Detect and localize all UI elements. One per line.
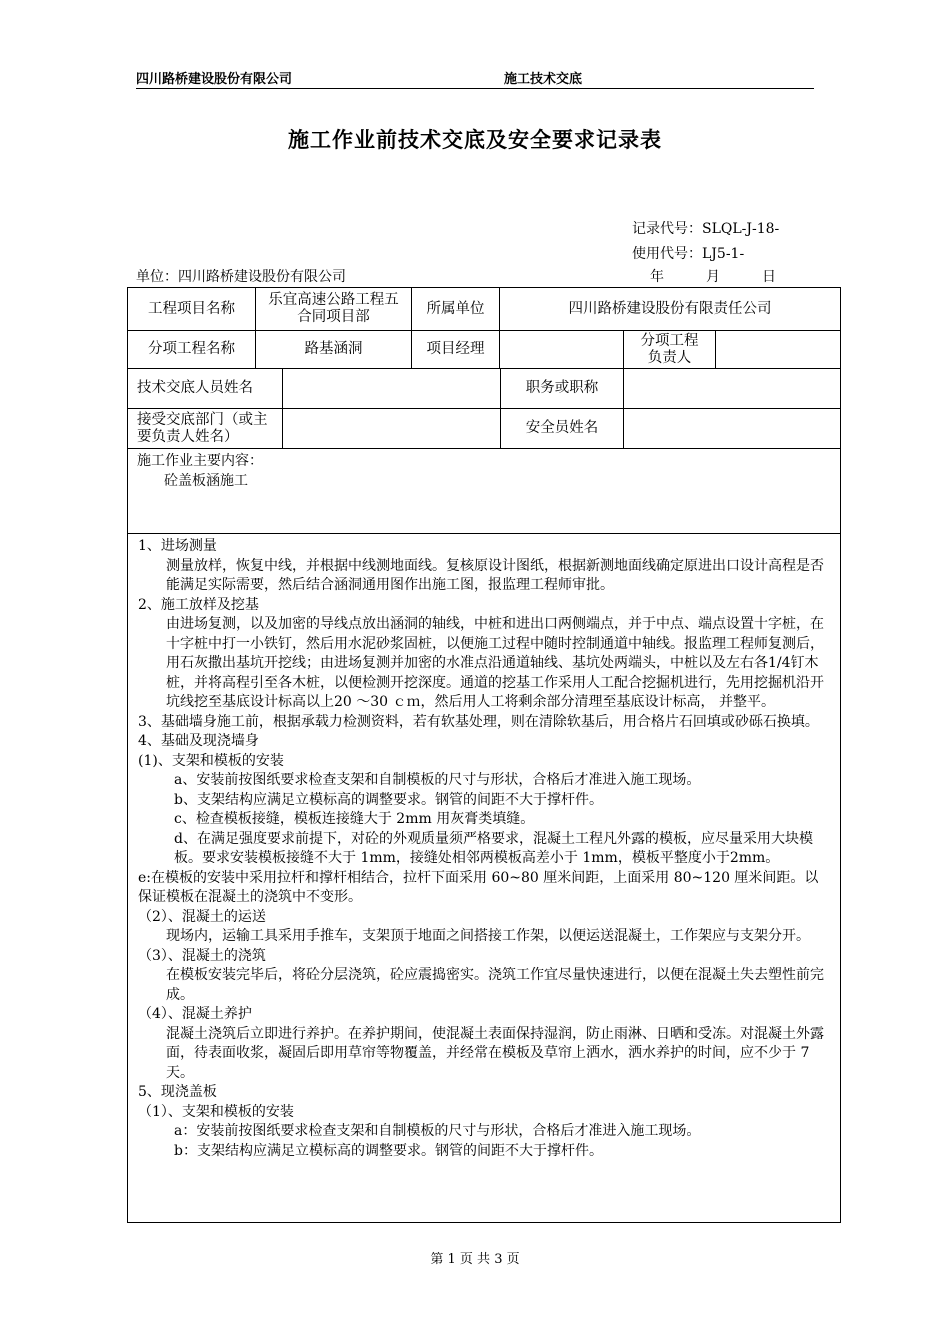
sub-project-value: 路基涵洞 [256, 331, 412, 368]
subsection-heading: （4）、混凝土养护 [138, 1006, 252, 1022]
use-code: 使用代号：LJ5-1- [632, 246, 745, 262]
list-item: e:在模板的安装中采用拉杆和撑杆相结合，拉杆下面采用 60~80 厘米间距，上面采用 80~120 厘米间距。以保证模板在混凝土的浇筑中不变形。 [138, 869, 819, 905]
main-content-value: 砼盖板涵施工 [164, 473, 248, 489]
paragraph: 3、基础墙身施工前，根据承载力检测资料，若有软基处理，则在清除软基后，用合格片石回填或砂砾石换填。 [138, 713, 819, 730]
document-title: 施工作业前技术交底及安全要求记录表 [288, 127, 662, 152]
subsection-heading: （3）、混凝土的浇筑 [138, 947, 266, 964]
tech-person-label: 技术交底人员姓名 [128, 369, 283, 408]
tech-person-value [283, 369, 501, 408]
manager-value [500, 331, 624, 368]
subsection-heading: （1）、支架和模板的安装 [138, 1103, 294, 1120]
record-code: 记录代号：SLQL-J-18- [632, 221, 780, 237]
list-item: b：支架结构应满足立模标高的调整要求。钢管的间距不大于撑杆件。 [174, 1142, 603, 1159]
main-content-label: 施工作业主要内容： [137, 453, 263, 469]
sub-leader-label: 分项工程负责人 [624, 331, 716, 368]
sub-project-label: 分项工程名称 [128, 331, 256, 368]
list-item: c、检查模板接缝，模板连接缝大于 2mm 用灰膏类填缝。 [174, 811, 535, 827]
sub-leader-value [716, 331, 840, 368]
paragraph: 现场内，运输工具采用手推车，支架顶于地面之间搭接工作架，以便运送混凝土，工作架应与支架分开。 [166, 928, 810, 944]
paragraph: 在模板安装完毕后，将砼分层浇筑，砼应震捣密实。浇筑工作宜尽量快速进行，以便在混凝土失去塑性前完成。 [166, 967, 824, 1003]
section-heading: 5、现浇盖板 [138, 1084, 217, 1100]
section-heading: 4、基础及现浇墙身 [138, 733, 259, 749]
record-table [127, 287, 841, 1223]
main-content-row [128, 449, 840, 534]
safety-value [624, 409, 840, 448]
unit-line [136, 266, 816, 286]
safety-label: 安全员姓名 [501, 409, 624, 448]
list-item: b、支架结构应满足立模标高的调整要求。钢管的间距不大于撑杆件。 [174, 791, 603, 808]
position-value [624, 369, 840, 408]
paragraph: 混凝土浇筑后立即进行养护。在养护期间，使混凝土表面保持湿润，防止雨淋、日晒和受冻。对混凝土外露面，待表面收浆，凝固后即用草帘等物覆盖，并经常在模板及草帘上洒水，洒水养护的时间，应不少于 7 天。 [166, 1025, 824, 1081]
table-row [128, 331, 840, 369]
unit-label: 单位：四川路桥建设股份有限公司 [136, 269, 346, 285]
section-heading: 2、施工放样及挖基 [138, 596, 259, 613]
header-doc-type: 施工技术交底 [504, 72, 583, 87]
page-footer: 第 1 页 共 3 页 [430, 1252, 520, 1267]
construction-details [138, 537, 832, 1161]
belong-unit-label: 所属单位 [412, 288, 500, 330]
page-header [136, 64, 814, 89]
belong-unit-value: 四川路桥建设股份有限责任公司 [568, 300, 772, 317]
manager-label: 项目经理 [412, 331, 500, 368]
paragraph: 由进场复测，以及加密的导线点放出涵洞的轴线，中桩和进出口两侧端点，并于中点、端点设置十字桩，在十字桩中打一小铁钉，然后用水泥砂浆固桩，以便施工过程中随时控制通道中轴线。报监理工程师复测后，用石灰撒出基坑开挖线；由进场复测并加密的水准点沿通道轴线、基坑处两端头，中桩以及左右各1/4钉木桩，并将高程引至各木桩，以便检测开挖深度。通道的挖基工作采用人工配合挖掘机进行，先用挖掘机沿开坑线挖至基底设计标高以上20 ～30 ｃｍ，然后用人工将剩余部分清理至基底设计标高， 并整平。 [166, 616, 824, 710]
list-item: a：安装前按图纸要求检查支架和自制模板的尺寸与形状，合格后才准进入施工现场。 [174, 1123, 701, 1139]
project-name-value: 乐宜高速公路工程五合同项目部 [256, 288, 412, 330]
date-field: 年 月 日 [650, 269, 776, 285]
receiver-label: 接受交底部门（或主要负责人姓名） [128, 409, 283, 448]
table-row [128, 369, 840, 409]
paragraph: 测量放样，恢复中线，并根据中线测地面线。复核原设计图纸，根据新测地面线确定原进出口设计高程是否能满足实际需要，然后结合涵洞通用图作出施工图，报监理工程师审批。 [166, 557, 824, 593]
list-item: a、安装前按图纸要求检查支架和自制模板的尺寸与形状，合格后才准进入施工现场。 [174, 772, 701, 788]
project-name-label: 工程项目名称 [128, 288, 256, 330]
section-heading: 1、进场测量 [138, 538, 217, 554]
subsection-heading: （2）、混凝土的运送 [138, 908, 266, 925]
list-item: d、在满足强度要求前提下，对砼的外观质量须严格要求，混凝土工程凡外露的模板，应尽量采用大块模板。要求安装模板接缝不大于 1mm，接缝处相邻两模板高差小于 1mm，模板平整度小于2mm。 [174, 830, 813, 866]
subsection-heading: (1)、支架和模板的安装 [138, 752, 284, 769]
receiver-value [283, 409, 501, 448]
header-company: 四川路桥建设股份有限公司 [136, 72, 293, 87]
table-row [128, 409, 840, 449]
table-row [128, 288, 840, 331]
position-label: 职务或职称 [501, 369, 624, 408]
